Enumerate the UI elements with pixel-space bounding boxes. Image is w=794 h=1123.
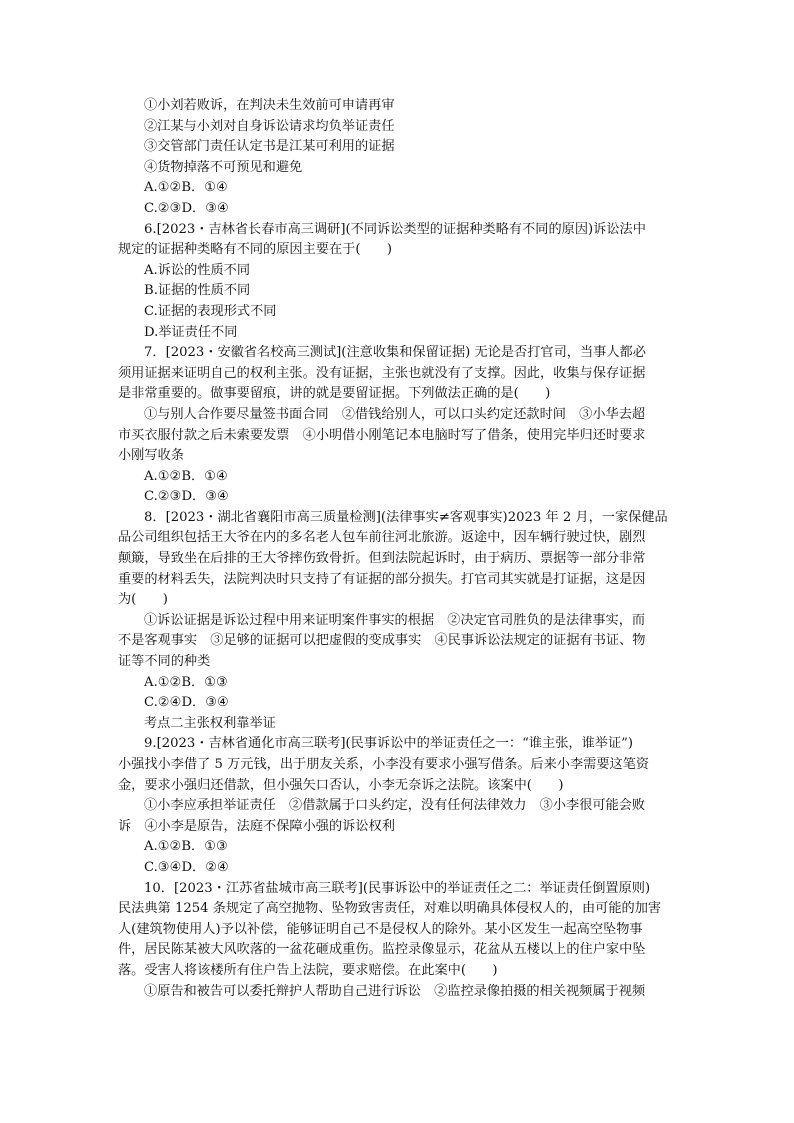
text-line: 人(建筑物使用人)予以补偿，能够证明自己不是侵权人的除外。某小区发生一起高空坠物事 xyxy=(118,921,643,937)
text-line: C.②③D．③④ xyxy=(144,200,229,216)
text-line: 品公司组织包括王大爷在内的多名老人包车前往河北旅游。返途中，因车辆行驶过快，剧烈 xyxy=(118,530,646,546)
text-line: ④货物掉落不可预见和避免 xyxy=(144,159,303,175)
text-line: 市买衣服付款之后未索要发票 ④小明借小刚笔记本电脑时写了借条，使用完毕归还时要求 xyxy=(118,427,646,443)
text-line: C.证据的表现形式不同 xyxy=(144,303,277,319)
text-line: C.②③D．③④ xyxy=(144,489,229,505)
text-line: ①与别人合作要尽量签书面合同 ②借钱给别人，可以口头约定还款时间 ③小华去超 xyxy=(144,406,646,422)
text-line: 诉 ④小李是原告，法庭不保障小强的诉讼权利 xyxy=(118,818,395,834)
text-line: 考点二主张权利靠举证 xyxy=(144,715,276,731)
text-line: A.诉讼的性质不同 xyxy=(144,262,251,278)
text-line: 金，要求小强归还借款，但小强矢口否认，小李无奈诉之法院。该案中( ) xyxy=(118,777,564,793)
text-line: A.①②B．①④ xyxy=(144,180,228,196)
text-line: ②江某与小刘对自身诉讼请求均负举证责任 xyxy=(144,118,395,134)
text-line: ①小刘若败诉，在判决未生效前可申请再审 xyxy=(144,98,395,113)
text-line: A.①②B．①③ xyxy=(144,839,228,855)
text-line: 6.[2023・吉林省长春市高三调研](不同诉讼类型的证据种类略有不同的原因)诉讼法中 xyxy=(144,221,646,237)
text-line: 8．[2023・湖北省襄阳市高三质量检测](法律事实≠客观事实)2023 年 2 月，一家保健品 xyxy=(144,509,668,525)
text-line: C.②④D．③④ xyxy=(144,695,229,711)
text-line: 小强找小李借了 5 万元钱，出于朋友关系，小李没有要求小强写借条。后来小李需要这笔资 xyxy=(118,757,650,772)
text-line: A.①②B．①④ xyxy=(144,468,228,484)
text-line: 落。受害人将该楼所有住户告上法院，要求赔偿。在此案中( ) xyxy=(118,962,498,978)
text-line: 是非常重要的。做事要留痕，讲的就是要留证据。下列做法正确的是( ) xyxy=(118,386,551,402)
text-line: 不是客观事实 ③足够的证据可以把虚假的变成事实 ④民事诉讼法规定的证据有书证、物 xyxy=(118,633,646,649)
text-line: 证等不同的种类 xyxy=(118,654,211,670)
text-line: 件，居民陈某被大风吹落的一盆花砸成重伤。监控录像显示，花盆从五楼以上的住户家中坠 xyxy=(118,942,646,958)
text-line: ①小李应承担举证责任 ②借款属于口头约定，没有任何法律效力 ③小李很可能会败 xyxy=(144,798,646,814)
text-line: D.举证责任不同 xyxy=(144,324,238,340)
text-line: B.证据的性质不同 xyxy=(144,283,251,299)
text-line: A.①②B．①③ xyxy=(144,674,228,690)
text-line: 规定的证据种类略有不同的原因主要在于( ) xyxy=(118,242,393,258)
text-line: 为( ) xyxy=(118,592,168,608)
document-body xyxy=(118,96,680,1002)
text-line: ①诉讼证据是诉讼过程中用来证明案件事实的根据 ②决定官司胜负的是法律事实，而 xyxy=(144,612,646,628)
text-line: ①原告和被告可以委托辩护人帮助自己进行诉讼 ②监控录像拍摄的相关视频属于视频 xyxy=(144,983,646,999)
text-line: 重要的材料丢失，法院判决时只支持了有证据的部分损失。打官司其实就是打证据，这是因 xyxy=(118,571,646,587)
text-line: 颠簸，导致坐在后排的王大爷摔伤致骨折。但到法院起诉时，由于病历、票据等一部分非常 xyxy=(118,551,646,567)
text-line: 10．[2023・江苏省盐城市高三联考](民事诉讼中的举证责任之二：举证责任倒置原则) xyxy=(144,880,651,896)
text-line: 7．[2023・安徽省名校高三测试](注意收集和保留证据) 无论是否打官司，当事人都必 xyxy=(144,345,646,361)
text-line: C.③④D．②④ xyxy=(144,859,229,875)
text-line: 须用证据来证明自己的权利主张。没有证据，主张也就没有了支撑。因此，收集与保存证据 xyxy=(118,365,646,381)
text-line: 小刚写收条 xyxy=(118,448,184,464)
text-line: ③交管部门责任认定书是江某可利用的证据 xyxy=(144,139,395,155)
text-line: 民法典第 1254 条规定了高空抛物、坠物致害责任，对难以明确具体侵权人的，由可能的加害 xyxy=(118,901,662,917)
text-line: 9.[2023・吉林省通化市高三联考](民事诉讼中的举证责任之一：“谁主张，谁举证”) xyxy=(144,736,634,752)
